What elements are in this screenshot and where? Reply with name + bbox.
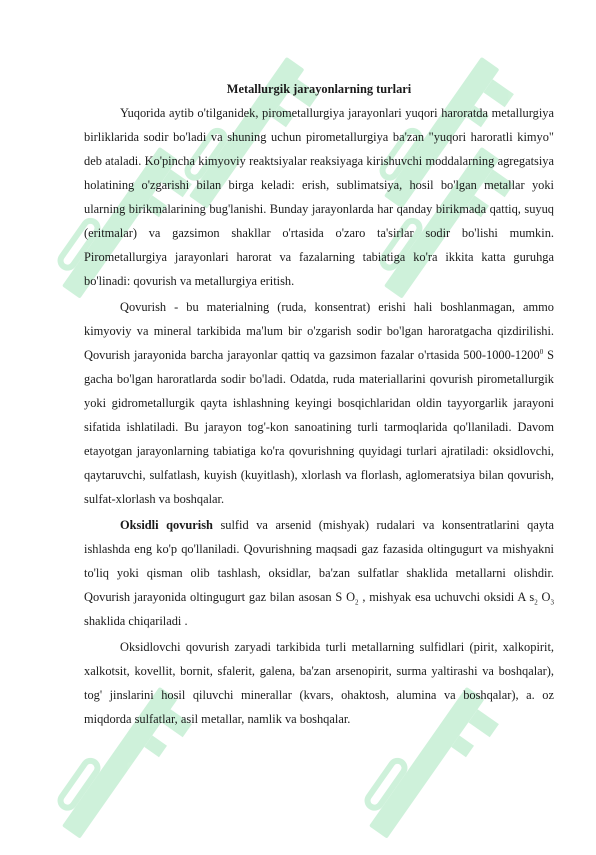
document-body [84,82,554,733]
paragraph-intro: Yuqorida aytib o'tilganidek, pirometallurgiya jarayonlari yuqori haroratda metallurgiya birliklarida sodir bo'ladi va shuning uchun pirometallurgiya ba'zan "yuqori haroratli kimyo" deb ataladi. Ko'pincha kimyoviy reaktsiyalar reaksiyaga kirishuvchi moddalarning agregatsiya holatining o'zgarishi bilan birga keladi: erish, sublimatsiya, hosil bo'lgan metallar yoki ularning birikmalarining bug'lanishi. Bunday jarayonlarda har qanday birikmada qattiq, suyuq (eritmalar) va gazsimon shakllar o'rtasida o'zaro ta'sirlar sodir bo'lishi mumkin. Pirometallurgiya jarayonlari harorat va fazalarning tabiatiga ko'ra ikkita katta guruhga bo'linadi: qovurish va metallurgiya eritish. [84,106,554,288]
term-oxidizing-roasting: Oksidli qovurish [120,518,213,532]
document-title: Metallurgik jarayonlarning turlari [226,82,412,96]
paragraph-charge-composition: Oksidlovchi qovurish zaryadi tarkibida turli metallarning sulfidlari (pirit, xalkopirit, xalkotsit, kovellit, bornit, sfalerit, galena, ba'zan arsenopirit, surma yaltirashi va boshqalar), tog' jinslarini hosil qiluvchi minerallar (kvars, ohaktosh, alumina va boshqalar), a. oz miqdorda sulfatlar, asil metallar, namlik va boshqalar. [84,640,554,726]
paragraph-roasting: Qovurish - bu materialning (ruda, konsentrat) erishi hali boshlanmagan, ammo kimyoviy va mineral tarkibida ma'lum bir o'zgarish sodir bo'lgan haroratgacha qizdirilishi. Qovurish jarayonida barcha jarayonlar qattiq va gazsimon fazalar o'rtasida 500-1000-1200$^0$ S gacha bo'lgan haroratlarda sodir bo'ladi. Odatda, ruda materiallarini qovurish pirometallurgik yoki gidrometallurgik qayta ishlashning keyingi bosqichlaridan oldin tayyorgarlik jarayoni sifatida ishlatiladi. Bu jarayon tog'-kon sanoatining turli tarmoqlarida qo'llaniladi. Davom etayotgan jarayonlarning tabiatiga ko'ra qovurishning quyidagi turlari ajratiladi: oksidlovchi, qaytaruvchi, sulfatlash, kuyish (kuyitlash), xlorlash va florlash, aglomeratsiya bilan qovurish, sulfat-xlorlash va boshqalar. [84,300,554,506]
paragraph-oxidizing-roasting: Oksidli qovurish sulfid va arsenid (mishyak) rudalari va konsentratlarini qayta ishlashda eng ko'p qo'llaniladi. Qovurishning maqsadi gaz fazasida oltingugurt va mishyakni to'liq yoki qisman olib tashlash, oksidlar, ba'zan sulfatlar shaklida metallarni olishdir. Qovurish jarayonida oltingugurt gaz bilan asosan S $O_2$ , mishyak esa uchuvchi oksidi A $s_2$ $O_3$ shaklida chiqariladi . [84,518,554,628]
